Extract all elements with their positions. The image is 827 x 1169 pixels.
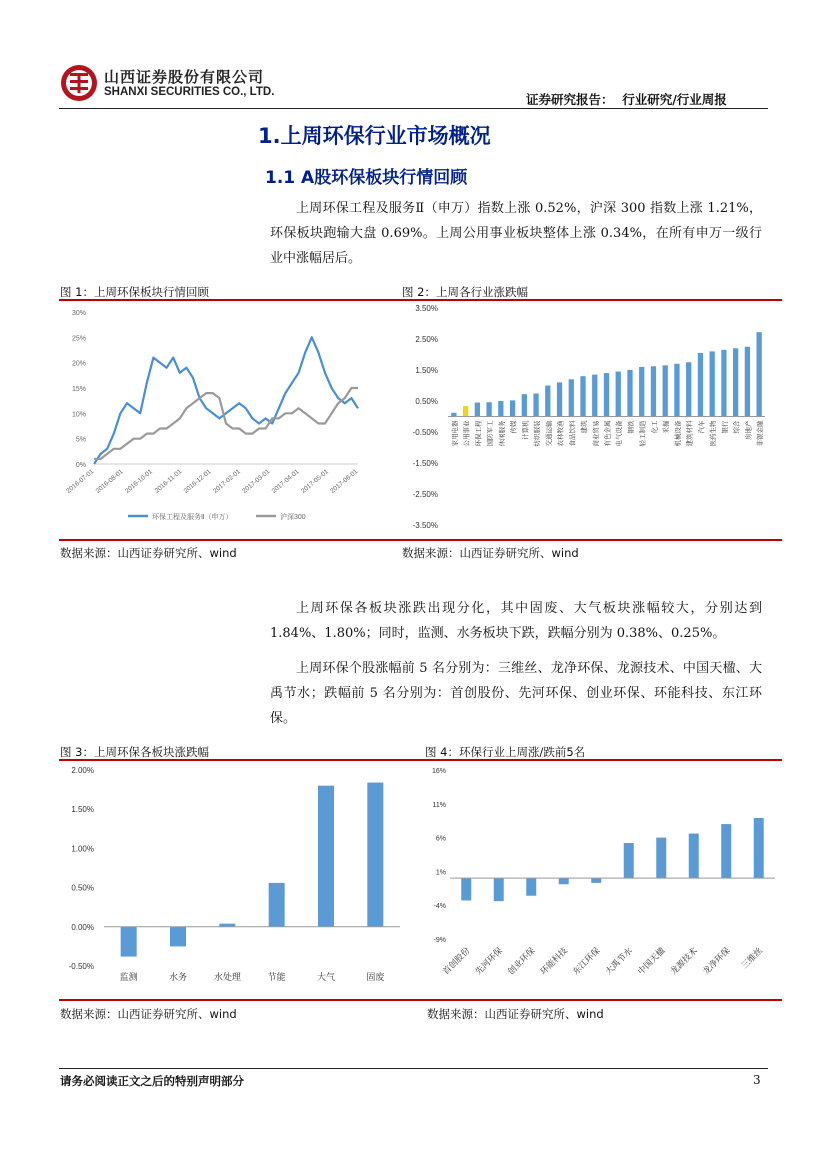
x-tick-label: 中国天楹 [635, 945, 667, 977]
x-tick-label: 农林牧渔 [557, 420, 565, 447]
bar [591, 878, 601, 883]
bar [689, 834, 699, 879]
series-line-0 [94, 337, 358, 464]
bar [624, 843, 634, 878]
x-tick-label: 传媒 [510, 420, 518, 434]
figure3-title: 图 3：上周环保各板块涨跌幅 [60, 745, 209, 759]
bar [545, 386, 550, 417]
y-tick-label: 1.50% [71, 805, 94, 815]
bar [745, 347, 750, 417]
y-tick-label: -1.50% [412, 459, 438, 468]
body-paragraph-3 [270, 656, 762, 731]
bar [318, 786, 334, 927]
bar [627, 370, 632, 417]
y-tick-label: 10% [71, 411, 86, 419]
x-tick-label: 环能科技 [538, 945, 570, 977]
y-tick-label: 0% [75, 462, 86, 469]
y-tick-label: 30% [71, 310, 86, 317]
y-tick-label: 1.00% [71, 844, 94, 854]
x-tick-label: 休闲服务 [498, 420, 506, 447]
figure-row1-top-rule [59, 299, 782, 301]
x-tick-label: 综合 [733, 420, 741, 434]
y-tick-label: -3.50% [412, 521, 438, 530]
y-tick-label: 15% [71, 386, 86, 393]
bar [580, 376, 585, 416]
x-tick-label: 大气 [316, 972, 336, 982]
figure-row2-bottom-rule [59, 999, 782, 1001]
bar [461, 878, 471, 900]
company-logo [59, 63, 99, 103]
bar [533, 394, 538, 417]
x-tick-label: 节能 [267, 972, 286, 982]
x-tick-label: 先河环保 [473, 945, 505, 977]
bar [269, 883, 285, 927]
y-tick-label: -4% [433, 903, 446, 911]
bar [756, 332, 761, 416]
y-tick-label: 2.50% [415, 335, 438, 344]
bar [592, 375, 597, 417]
x-tick-label: 轻工制造 [639, 420, 647, 447]
figure2-source: 数据来源：山西证券研究所、wind [402, 546, 579, 560]
x-tick-label: 采掘 [663, 420, 671, 434]
company-logo-icon [59, 63, 99, 103]
x-tick-label: 大禹节水 [603, 945, 635, 977]
body-paragraph-3-text: 上周环保个股涨幅前 5 名分别为：三维丝、龙净环保、龙源技术、中国天楹、大禹节水；跌幅前 5 名分别为：首创股份、先河环保、创业环保、环能科技、东江环保。 [270, 661, 762, 726]
x-tick-label: 公用事业 [463, 420, 471, 447]
x-tick-label: 计算机 [522, 420, 530, 440]
bar [559, 878, 569, 884]
y-tick-label: 6% [435, 835, 446, 843]
x-tick-label: 2016-12-01 [182, 468, 213, 495]
x-tick-label: 2016-11-01 [153, 468, 184, 495]
legend-label-0: 环保工程及服务Ⅱ（申万） [152, 514, 233, 521]
figure1-source: 数据来源：山西证券研究所、wind [60, 546, 237, 560]
bar [498, 401, 503, 417]
y-tick-label: 16% [431, 768, 446, 775]
y-tick-label: 0.00% [71, 922, 94, 932]
x-tick-label: 银行 [721, 420, 729, 434]
section-title: 1.上周环保行业市场概况 [258, 124, 491, 148]
figure-row1-bottom-rule [59, 539, 782, 541]
figure4-title: 图 4：环保行业上周涨/跌前5名 [425, 745, 586, 759]
x-tick-label: 2017-04-01 [270, 468, 301, 495]
x-tick-label: 医药生物 [710, 420, 718, 447]
report-type: 证券研究报告： 行业研究/行业周报 [526, 92, 727, 107]
bar [522, 394, 527, 416]
x-tick-label: 东江环保 [570, 945, 602, 977]
figure2-chart [400, 302, 782, 532]
x-tick-label: 电气设备 [616, 420, 624, 447]
company-name-en: SHANXI SECURITIES CO., LTD. [104, 86, 275, 98]
footer-divider [59, 1068, 768, 1069]
figure1-chart [60, 302, 370, 532]
bar [475, 403, 480, 417]
x-tick-label: 环保工程 [475, 420, 483, 447]
subsection-title: 1.1 A股环保板块行情回顾 [265, 168, 468, 188]
x-tick-label: 龙源技术 [668, 945, 700, 977]
bar [721, 824, 731, 878]
bar [721, 350, 726, 417]
page-number: 3 [753, 1073, 761, 1087]
bar [486, 402, 491, 416]
x-tick-label: 2016-07-01 [65, 468, 96, 495]
x-tick-label: 化工 [651, 420, 659, 434]
x-tick-label: 2016-10-01 [123, 468, 154, 495]
bar [604, 373, 609, 416]
x-tick-label: 监测 [119, 972, 138, 982]
x-tick-label: 交通运输 [545, 420, 553, 447]
x-tick-label: 固废 [366, 972, 385, 982]
x-tick-label: 首创股份 [440, 945, 472, 977]
x-tick-label: 2017-05-01 [299, 468, 330, 495]
company-name-cn: 山西证券股份有限公司 [104, 68, 265, 86]
y-tick-label: -2.50% [412, 490, 438, 499]
x-tick-label: 建筑 [581, 420, 589, 434]
bar [656, 838, 666, 879]
y-tick-label: 3.50% [415, 304, 438, 313]
bar [686, 362, 691, 416]
y-tick-label: 2.00% [71, 766, 94, 775]
bar [698, 353, 703, 417]
bar [674, 364, 679, 417]
series-line-1 [94, 388, 358, 459]
x-tick-label: 龙净环保 [700, 945, 732, 977]
header-divider [59, 108, 768, 109]
bar [651, 366, 656, 416]
x-tick-label: 2017-06-01 [329, 468, 360, 495]
x-tick-label: 房地产 [745, 420, 753, 440]
figure3-chart [60, 762, 410, 994]
y-tick-label: 5% [75, 436, 86, 444]
x-tick-label: 水务 [168, 972, 188, 982]
x-tick-label: 创业环保 [505, 945, 537, 977]
bar [170, 927, 186, 947]
figure2-title: 图 2：上周各行业涨跌幅 [402, 285, 528, 299]
y-tick-label: 1% [435, 869, 446, 877]
x-tick-label: 三维丝 [739, 945, 765, 971]
body-paragraph-1-text: 上周环保工程及服务Ⅱ（申万）指数上涨 0.52%，沪深 300 指数上涨 1.21%，环保板块跑输大盘 0.69%。上周公用事业板块整体上涨 0.34%，在所有申万一级行业中涨幅居后。 [270, 201, 762, 266]
x-tick-label: 建筑材料 [686, 420, 694, 447]
x-tick-label: 食品饮料 [569, 420, 577, 447]
figure1-title: 图 1：上周环保板块行情回顾 [60, 285, 209, 299]
y-tick-label: -9% [433, 937, 446, 944]
x-tick-label: 机械设备 [674, 420, 682, 447]
bar [510, 400, 515, 416]
x-tick-label: 纺织服装 [534, 420, 542, 447]
y-tick-label: -0.50% [412, 428, 438, 437]
y-tick-label: 20% [71, 360, 86, 368]
x-tick-label: 2017-03-01 [241, 468, 272, 495]
y-tick-label: 1.50% [415, 366, 438, 375]
bar [733, 348, 738, 416]
bar [494, 878, 504, 901]
bar [557, 382, 562, 416]
bar [367, 783, 383, 927]
body-paragraph-2-text: 上周环保各板块涨跌出现分化，其中固废、大气板块涨幅较大，分别达到 1.84%、1.80%；同时，监测、水务板块下跌，跌幅分别为 0.38%、0.25%。 [270, 601, 762, 641]
bar [569, 379, 574, 416]
x-tick-label: 钢铁 [627, 420, 635, 434]
bar [663, 365, 668, 416]
x-tick-label: 家用电器 [451, 420, 459, 447]
figure3-source: 数据来源：山西证券研究所、wind [60, 1007, 237, 1021]
figure4-chart [420, 762, 782, 994]
bar [121, 927, 137, 957]
x-tick-label: 2017-02-01 [211, 468, 242, 495]
x-tick-label: 有色金属 [604, 420, 612, 447]
y-tick-label: 0.50% [415, 397, 438, 406]
x-tick-label: 非银金融 [757, 420, 765, 447]
bar [616, 372, 621, 417]
y-tick-label: 11% [432, 801, 446, 809]
x-tick-label: 国防军工 [487, 420, 495, 447]
body-paragraph-1 [270, 196, 762, 271]
x-tick-label: 汽车 [698, 420, 706, 434]
x-tick-label: 2016-08-01 [94, 468, 125, 495]
bar [526, 878, 536, 896]
bar [710, 351, 715, 416]
figure4-source: 数据来源：山西证券研究所、wind [427, 1007, 604, 1021]
bar [451, 413, 456, 417]
footer-disclaimer: 请务必阅读正文之后的特别声明部分 [60, 1074, 244, 1088]
bar [754, 818, 764, 878]
y-tick-label: 25% [71, 335, 86, 343]
x-tick-label: 商业贸易 [592, 420, 600, 447]
bar [463, 406, 468, 417]
bar [639, 367, 644, 417]
x-tick-label: 水处理 [213, 972, 241, 982]
y-tick-label: 0.50% [71, 883, 94, 893]
body-paragraph-2 [270, 596, 762, 646]
legend-label-1: 沪深300 [280, 514, 306, 521]
y-tick-label: -0.50% [68, 962, 94, 971]
figure-row2-top-rule [59, 759, 782, 761]
